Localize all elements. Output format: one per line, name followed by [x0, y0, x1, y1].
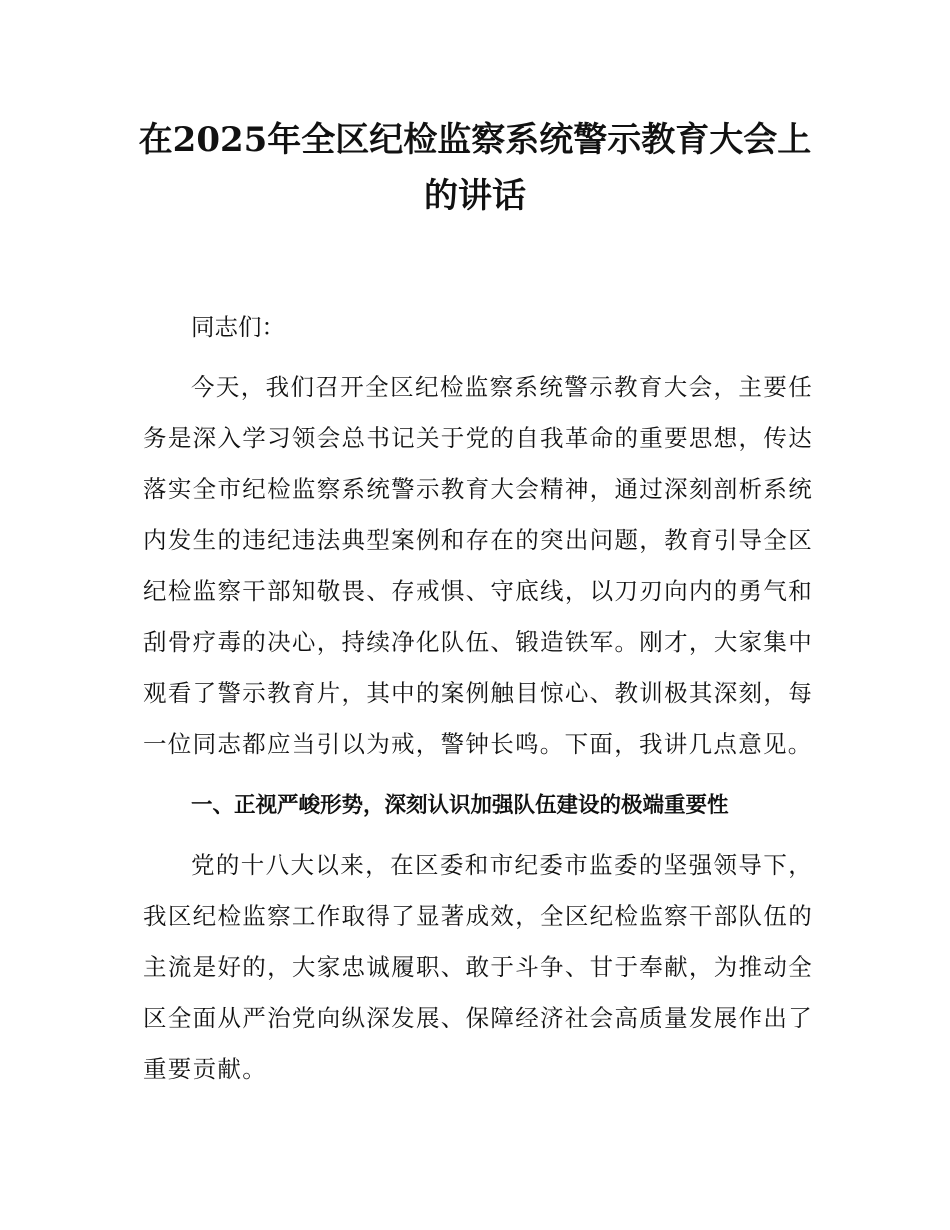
section-heading-1: 一、正视严峻形势，深刻认识加强队伍建设的极端重要性	[191, 793, 729, 818]
intro-paragraph: 今天，我们召开全区纪检监察系统警示教育大会，主要任务是深入学习领会总书记关于党的自我革命的重要思想，传达落实全市纪检监察系统警示教育大会精神，通过深刻剖析系统内发生的违纪违法典型案例和存在的突出问题，教育引导全区纪检监察干部知敬畏、存戒惧、守底线，以刀刃向内的勇气和刮骨疗毒的决心，持续净化队伍、锻造铁军。刚才，大家集中观看了警示教育片，其中的案例触目惊心、教训极其深刻，每一位同志都应当引以为戒，警钟长鸣。下面，我讲几点意见。	[143, 373, 813, 758]
salutation: 同志们：	[191, 313, 285, 341]
section-1-paragraph: 党的十八大以来，在区委和市纪委市监委的坚强领导下，我区纪检监察工作取得了显著成效，全区纪检监察干部队伍的主流是好的，大家忠诚履职、敢于斗争、甘于奉献，为推动全区全面从严治党向纵深发展、保障经济社会高质量发展作出了重要贡献。	[143, 851, 813, 1083]
document-title: 在2025年全区纪检监察系统警示教育大会上的讲话	[138, 120, 812, 216]
